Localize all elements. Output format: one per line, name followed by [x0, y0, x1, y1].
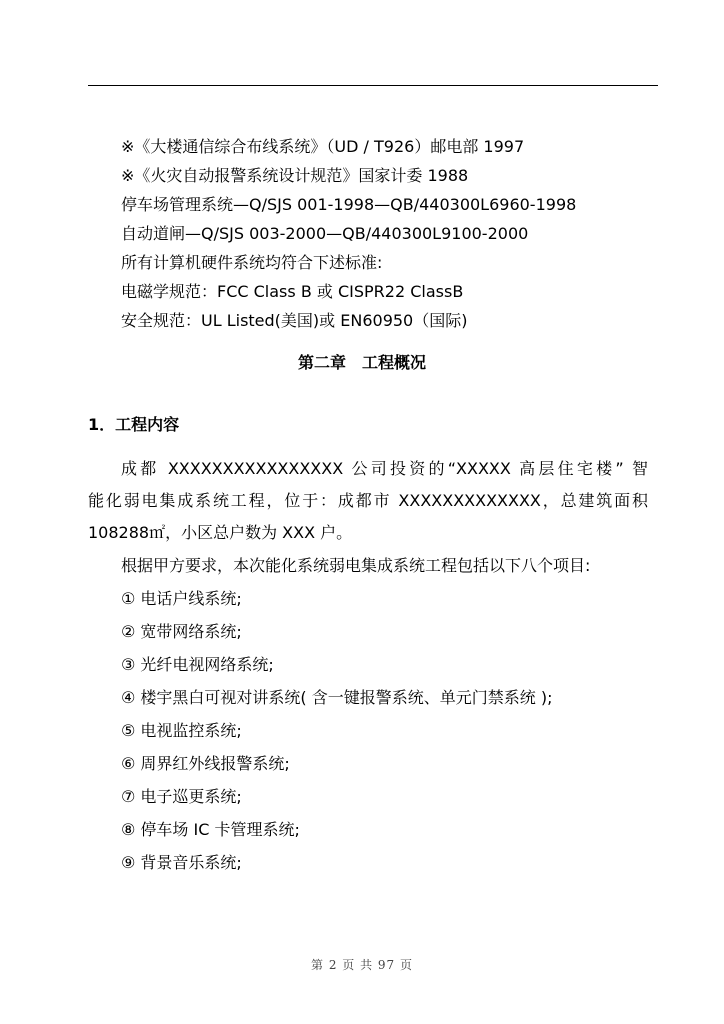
paragraph-line-3: 108288㎡，小区总户数为 XXX 户。 [88, 523, 353, 542]
list-item: ① 电话户线系统; [121, 589, 242, 608]
page-footer: 第 2 页 共 97 页 [311, 958, 413, 972]
standard-line-3: 停车场管理系统—Q/SJS 001-1998—QB/440300L6960-1998 [121, 195, 577, 214]
standard-line-5: 所有计算机硬件系统均符合下述标准: [121, 253, 383, 272]
standard-line-2: ※《火灾自动报警系统设计规范》国家计委 1988 [121, 166, 469, 185]
section-title: 1．工程内容 [88, 415, 180, 434]
list-item: ⑧ 停车场 IC 卡管理系统; [121, 820, 300, 839]
list-item: ⑥ 周界红外线报警系统; [121, 754, 290, 773]
paragraph-line-2: 能化弱电集成系统工程，位于：成都市 XXXXXXXXXXXXX，总建筑面积 [88, 491, 648, 510]
paragraph-line-1: 成都 XXXXXXXXXXXXXXXX 公司投资的“XXXXX 高层住宅楼” 智 [121, 459, 648, 478]
list-item: ⑦ 电子巡更系统; [121, 787, 242, 806]
header-rule [88, 85, 658, 86]
standard-line-7: 安全规范：UL Listed(美国)或 EN60950（国际) [121, 311, 468, 330]
chapter-title: 第二章 工程概况 [297, 353, 426, 372]
standard-line-4: 自动道闸—Q/SJS 003-2000—QB/440300L9100-2000 [121, 224, 529, 243]
list-item: ④ 楼宇黑白可视对讲系统( 含一键报警系统、单元门禁系统 ); [121, 688, 553, 707]
list-item: ③ 光纤电视网络系统; [121, 655, 274, 674]
standard-line-6: 电磁学规范：FCC Class B 或 CISPR22 ClassB [121, 282, 464, 301]
intro-text: 根据甲方要求，本次能化系统弱电集成系统工程包括以下八个项目: [121, 556, 591, 575]
standard-line-1: ※《大楼通信综合布线系统》（UD / T926）邮电部 1997 [121, 137, 525, 156]
list-item: ② 宽带网络系统; [121, 622, 242, 641]
list-item: ⑨ 背景音乐系统; [121, 853, 242, 872]
list-item: ⑤ 电视监控系统; [121, 721, 242, 740]
